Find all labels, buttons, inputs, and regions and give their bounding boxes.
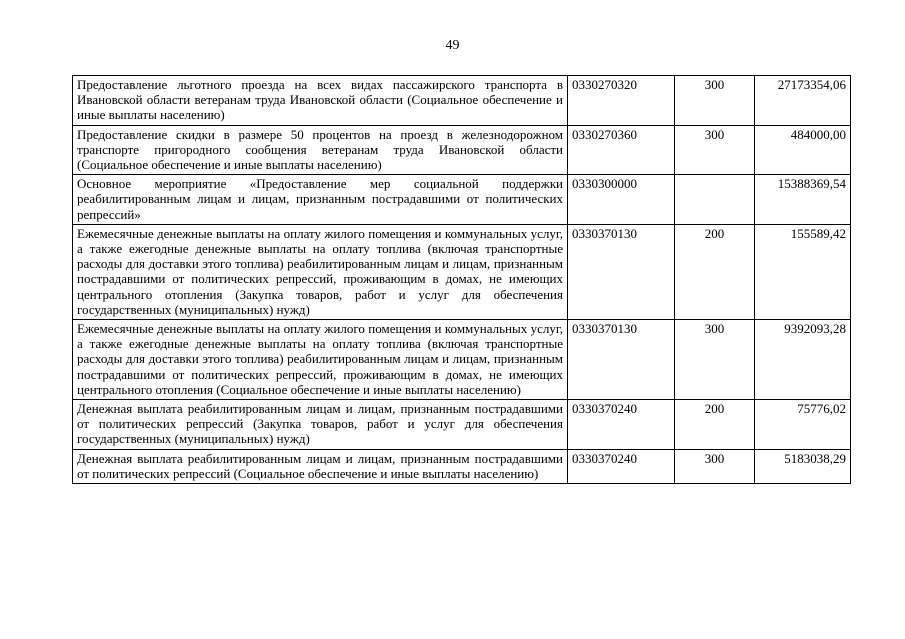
row-description: Денежная выплата реабилитированным лицам и лицам, признанным пострадавшими от политических репрессий (Социальное обеспечение и иные выплаты населению) [73,449,568,483]
row-amount: 484000,00 [755,125,851,175]
row-amount: 27173354,06 [755,76,851,126]
row-description: Предоставление льготного проезда на всех видах пассажирского транспорта в Ивановской области ветеранам труда Ивановской области (Социальное обеспечение и иные выплаты населению) [73,76,568,126]
row-amount: 15388369,54 [755,175,851,225]
row-target-code: 0330370240 [568,449,675,483]
table-row [73,76,851,126]
row-expense-type: 200 [675,224,755,319]
row-expense-type [675,175,755,225]
row-description: Основное мероприятие «Предоставление мер социальной поддержки реабилитированным лицам и лицам, признанным пострадавшими от политических репрессий» [73,175,568,225]
row-target-code: 0330370130 [568,320,675,400]
row-target-code: 0330300000 [568,175,675,225]
row-description: Денежная выплата реабилитированным лицам и лицам, признанным пострадавшими от политических репрессий (Закупка товаров, работ и услуг для обеспечения государственных (муниципальных) нужд) [73,400,568,450]
row-description: Ежемесячные денежные выплаты на оплату жилого помещения и коммунальных услуг, а также ежегодные денежные выплаты на оплату топлива (включая транспортные расходы для доставки этого топлива) реабилитированным лицам и лицам, признанным пострадавшими от политических репрессий, проживающим в домах, не имеющих центрального отопления (Социальное обеспечение и иные выплаты населению) [73,320,568,400]
row-amount: 5183038,29 [755,449,851,483]
table-row [73,449,851,483]
page-number: 49 [445,38,460,53]
row-expense-type: 300 [675,320,755,400]
row-description: Предоставление скидки в размере 50 процентов на проезд в железнодорожном транспорте пригородного сообщения ветеранам труда Ивановской области (Социальное обеспечение и иные выплаты населению) [73,125,568,175]
row-amount: 75776,02 [755,400,851,450]
row-expense-type: 300 [675,76,755,126]
row-target-code: 0330270360 [568,125,675,175]
row-expense-type: 300 [675,125,755,175]
budget-table [72,75,851,484]
table-row [73,224,851,319]
table-row [73,400,851,450]
table-row [73,175,851,225]
row-amount: 9392093,28 [755,320,851,400]
row-target-code: 0330370240 [568,400,675,450]
row-amount: 155589,42 [755,224,851,319]
row-description: Ежемесячные денежные выплаты на оплату жилого помещения и коммунальных услуг, а также ежегодные денежные выплаты на оплату топлива (включая транспортные расходы для доставки этого топлива) реабилитированным лицам и лицам, признанным пострадавшими от политических репрессий, проживающим в домах, не имеющих центрального отопления (Закупка товаров, работ и услуг для обеспечения государственных (муниципальных) нужд) [73,224,568,319]
table-row [73,125,851,175]
row-target-code: 0330370130 [568,224,675,319]
table-row [73,320,851,400]
row-target-code: 0330270320 [568,76,675,126]
row-expense-type: 200 [675,400,755,450]
row-expense-type: 300 [675,449,755,483]
